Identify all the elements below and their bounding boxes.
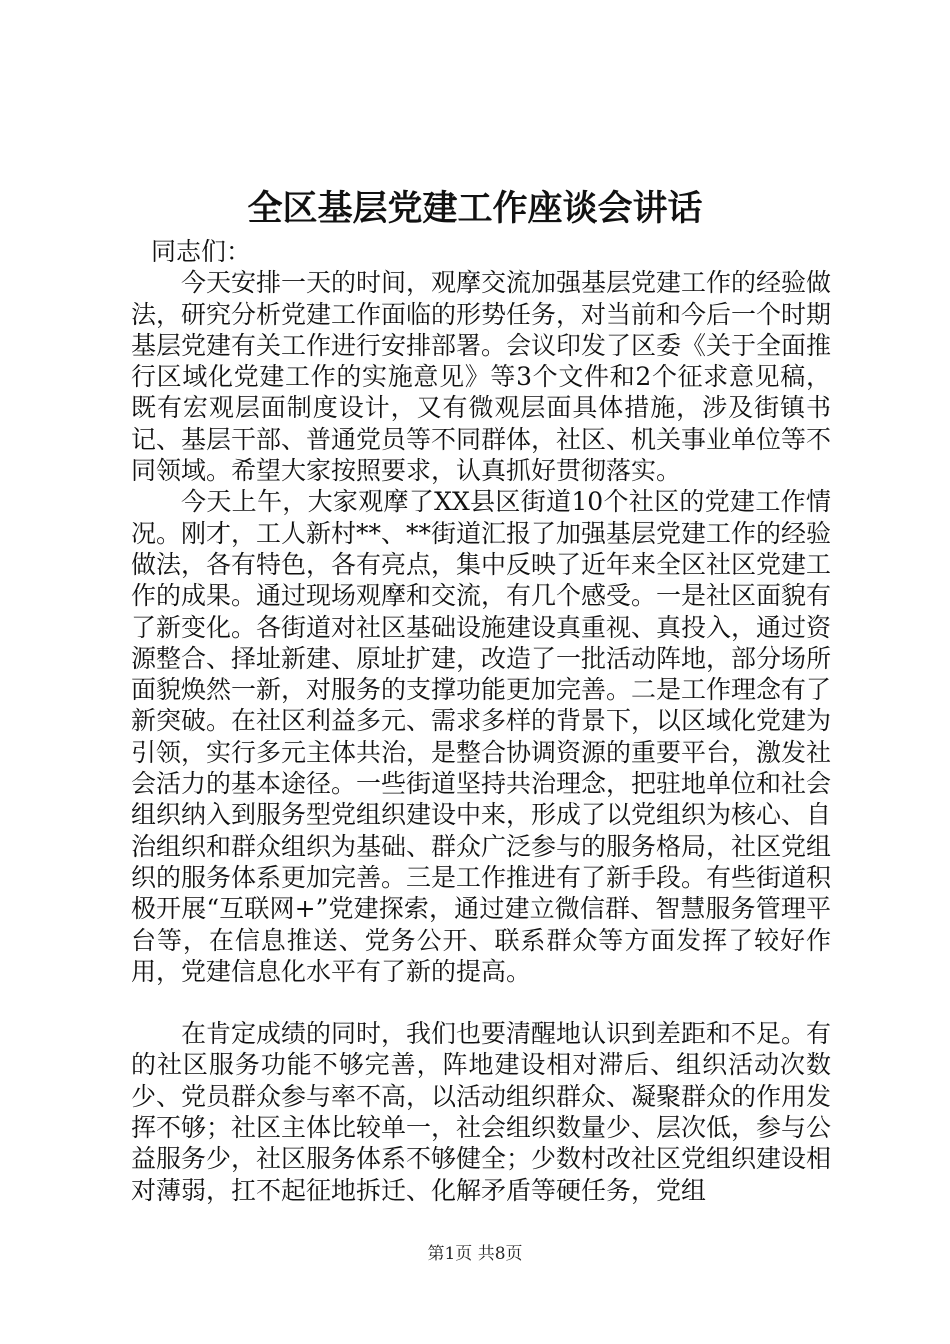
- paragraph-3: 在肯定成绩的同时，我们也要清醒地认识到差距和不足。有的社区服务功能不够完善，阵地建设相对滞后、组织活动次数少、党员群众参与率不高，以活动组织群众、凝聚群众的作用发挥不够；社区主体比较单一，社会组织数量少、层次低，参与公益服务少，社区服务体系不够健全；少数村改社区党组织建设相对薄弱，扛不起征地拆迁、化解矛盾等硬任务，党组: [131, 1019, 832, 1205]
- paragraph-1: 今天安排一天的时间，观摩交流加强基层党建工作的经验做法，研究分析党建工作面临的形势任务，对当前和今后一个时期基层党建有关工作进行安排部署。会议印发了区委《关于全面推行区域化党建工作的实施意见》等3个文件和2个征求意见稿，既有宏观层面制度设计，又有微观层面具体措施，涉及街镇书记、基层干部、普通党员等不同群体，社区、机关事业单位等不同领域。希望大家按照要求，认真抓好贯彻落实。: [131, 268, 832, 486]
- document-title: 全区基层党建工作座谈会讲话: [247, 188, 703, 229]
- salutation: 同志们：: [151, 237, 252, 266]
- document-body: [131, 236, 831, 1206]
- page-number-footer: 第1页 共8页: [427, 1244, 523, 1264]
- paragraph-2: 今天上午，大家观摩了XX县区街道10个社区的党建工作情况。刚才，工人新村**、**街道汇报了加强基层党建工作的经验做法，各有特色，各有亮点，集中反映了近年来全区社区党建工作的成果。通过现场观摩和交流，有几个感受。一是社区面貌有了新变化。各街道对社区基础设施建设真重视、真投入，通过资源整合、择址新建、原址扩建，改造了一批活动阵地，部分场所面貌焕然一新，对服务的支撑功能更加完善。二是工作理念有了新突破。在社区利益多元、需求多样的背景下，以区域化党建为引领，实行多元主体共治，是整合协调资源的重要平台，激发社会活力的基本途径。一些街道坚持共治理念，把驻地单位和社会组织纳入到服务型党组织建设中来，形成了以党组织为核心、自治组织和群众组织为基础、群众广泛参与的服务格局，社区党组织的服务体系更加完善。三是工作推进有了新手段。有些街道积极开展“互联网+”党建探索，通过建立微信群、智慧服务管理平台等，在信息推送、党务公开、联系群众等方面发挥了较好作用，党建信息化水平有了新的提高。: [131, 487, 832, 986]
